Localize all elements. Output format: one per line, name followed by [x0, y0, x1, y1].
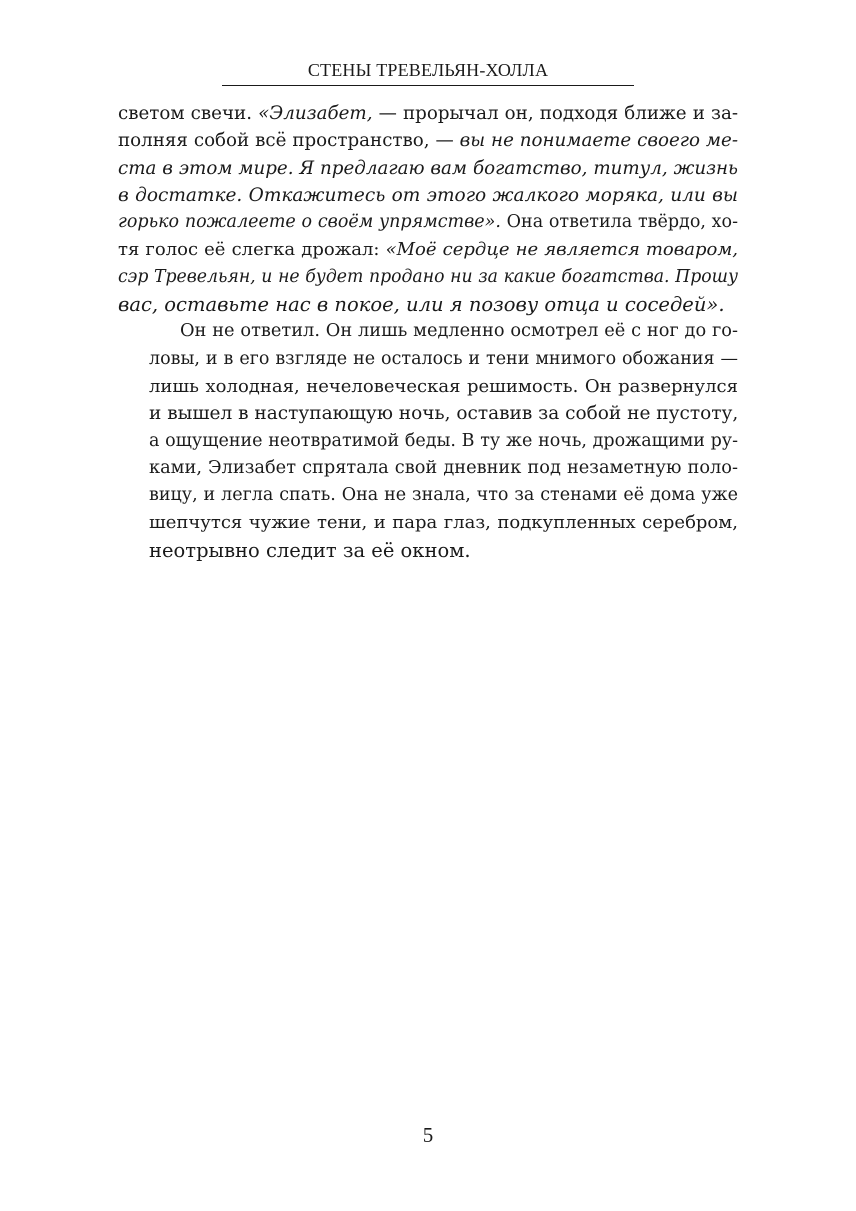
text-run: тя голос её слегка дрожал:	[118, 239, 386, 261]
text-line: ловы, и в его взгляде не осталось и тени мнимого обожания —	[149, 348, 738, 369]
page-number: 5	[422, 1123, 434, 1147]
italic-run: вы не понимаете своего ме-	[459, 130, 738, 152]
paragraph-2	[118, 318, 738, 564]
text-line: неотрывно следит за её окном.	[149, 538, 471, 562]
italic-run: горько пожалеете о своём упрямстве».	[118, 212, 501, 233]
text-run: полняя собой всё пространство, —	[118, 130, 460, 152]
text-line	[118, 155, 738, 182]
text-line: вицу, и легла спать. Она не знала, что за стенами её дома уже	[149, 485, 738, 506]
italic-run: сэр Тревельян, и не будет продано ни за какие богатства. Прошу	[118, 266, 738, 287]
header-rule	[222, 85, 634, 86]
text-line	[118, 100, 738, 127]
text-line: ками, Элизабет спрятала свой дневник под незаметную поло-	[149, 457, 738, 478]
italic-run: «Элизабет,	[258, 103, 373, 124]
text-run: светом свечи.	[118, 103, 259, 124]
text-line: а ощущение неотвратимой беды. В ту же ночь, дрожащими ру-	[149, 430, 738, 451]
text-line	[118, 291, 738, 318]
paragraph-1	[118, 100, 738, 318]
text-line	[118, 182, 738, 209]
italic-run: «Моё сердце не является товаром,	[385, 239, 738, 261]
italic-run: вас, оставьте нас в покое, или я позову отца и соседей».	[118, 293, 725, 317]
text-line	[118, 209, 738, 236]
text-line	[118, 236, 738, 263]
text-run: — прорычал он, подходя ближе и за-	[372, 103, 738, 124]
text-line: лишь холодная, нечеловеческая решимость. Он развернулся	[149, 375, 738, 397]
body-text	[118, 100, 738, 564]
text-line	[118, 264, 738, 291]
text-run: Она ответила твёрдо, хо-	[500, 212, 738, 233]
text-line: и вышел в наступающую ночь, оставив за собой не пустоту,	[149, 403, 739, 425]
running-head: СТЕНЫ ТРЕВЕЛЬЯН-ХОЛЛА	[307, 60, 549, 80]
italic-run: ста в этом мире. Я предлагаю вам богатство, титул, жизнь	[118, 157, 738, 179]
text-line	[118, 127, 738, 154]
italic-run: в достатке. Откажитесь от этого жалкого моряка, или вы	[118, 184, 738, 206]
text-line: Он не ответил. Он лишь медленно осмотрел её с ног до го-	[180, 321, 738, 342]
text-line: шепчутся чужие тени, и пара глаз, подкупленных серебром,	[149, 512, 738, 534]
